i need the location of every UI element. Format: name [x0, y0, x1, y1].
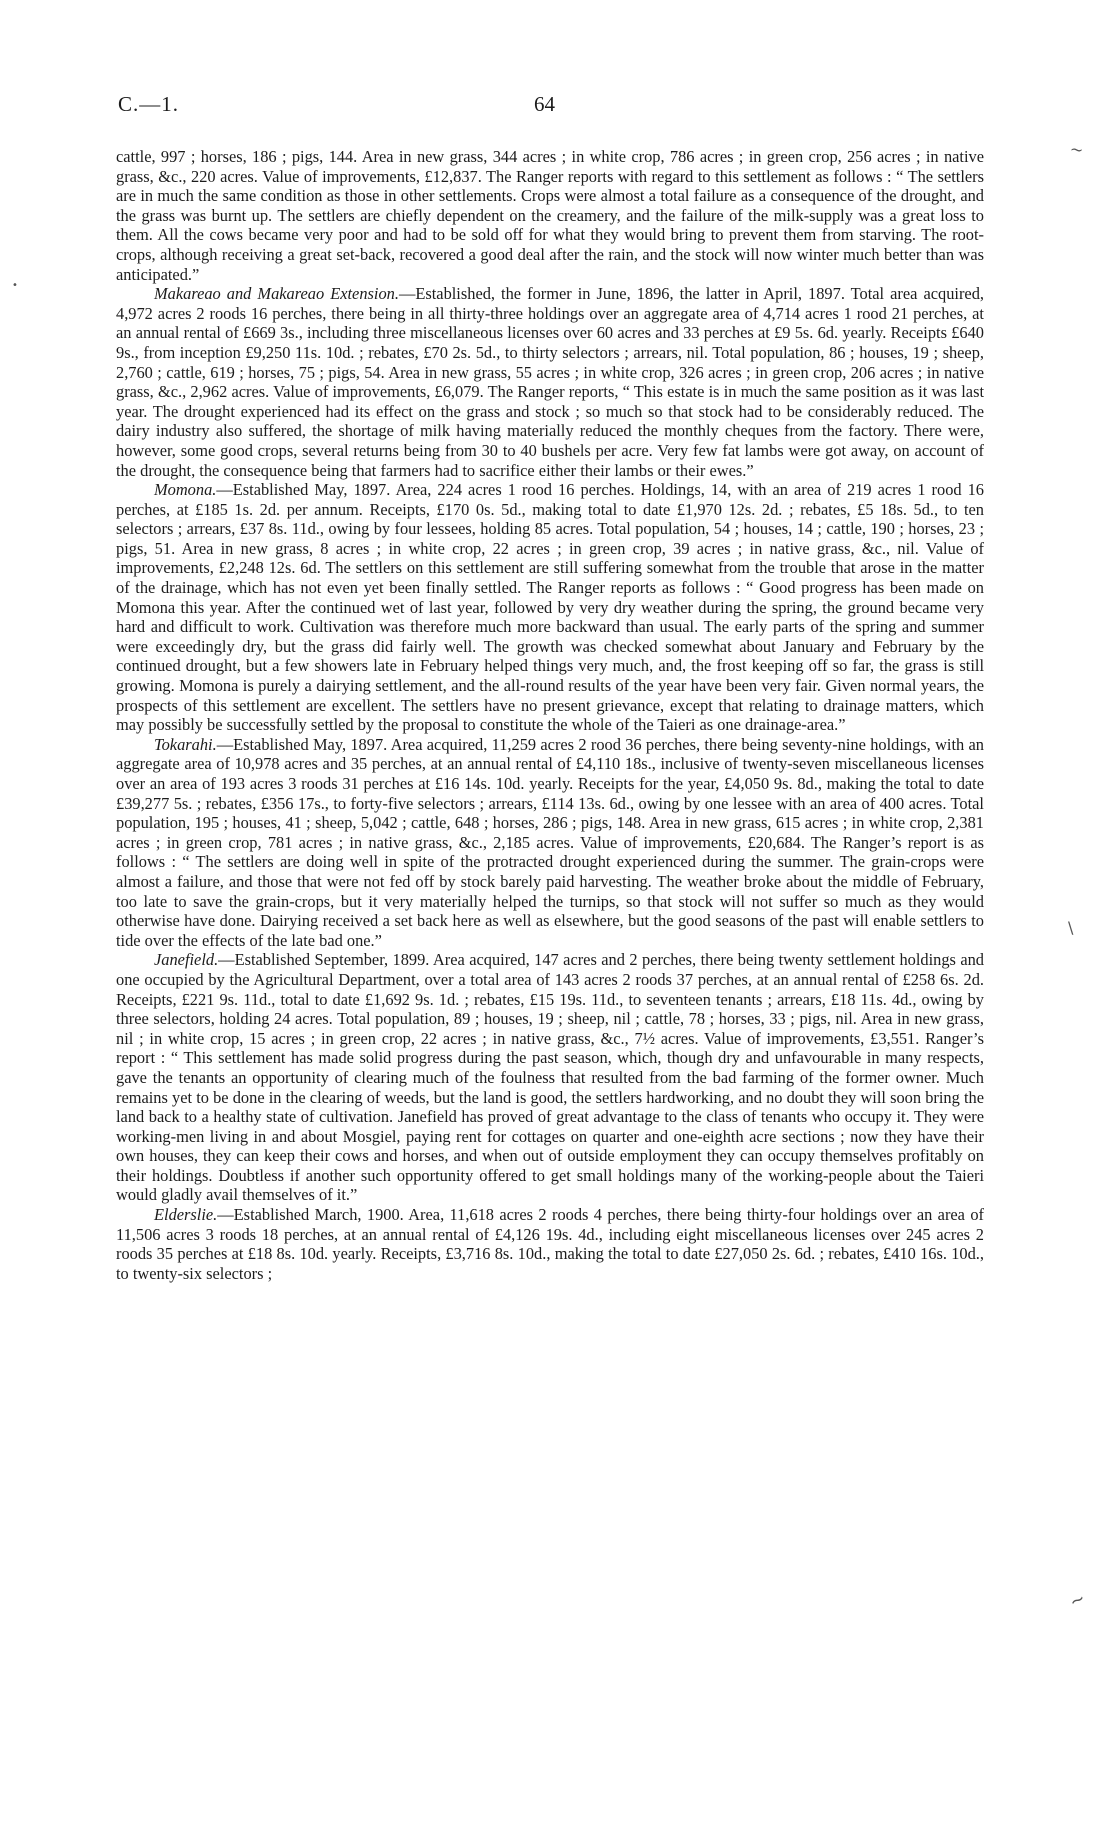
- paragraph-text-tokarahi: —Established May, 1897. Area acquired, 11,259 acres 2 rood 36 perches, there being seventy-nine holdings, with an aggregate area of 10,978 acres and 35 perches, at an annual rental of £4,110 18s., inclusive of twenty-seven miscellaneous licenses over an area of 193 acres 3 roods 31 perches at £16 14s. 10d. yearly. Receipts for the year, £4,050 9s. 8d., making the total to date £39,277 5s. ; rebates, £356 17s., to forty-five selectors ; arrears, £114 13s. 6d., owing by one lessee with an area of 400 acres. Total population, 195 ; houses, 41 ; sheep, 5,042 ; cattle, 648 ; horses, 286 ; pigs, 148. Area in new grass, 615 acres ; in white crop, 2,381 acres ; in green crop, 781 acres ; in native grass, &c., 2,185 acres. Value of improvements, £20,684. The Ranger’s report is as follows : “ The settlers are doing well in spite of the protracted drought experienced during the summer. The grain-crops were almost a failure, and those that were not fed off by stock barely paid harvesting. The weather broke about the middle of February, too late to save the grain-crops, but it very materially helped the turnips, so that stock will not suffer so much as they would otherwise have done. Dairying received a set back here as well as elsewhere, but the good seasons of the past will enable settlers to tide over the effects of the late bad one.”: [116, 734, 984, 950]
- margin-mark-lower-right: ~: [1066, 1587, 1089, 1614]
- settlement-name-momona: Momona.: [154, 480, 217, 500]
- paragraph-text-janefield: —Established September, 1899. Area acquired, 147 acres and 2 perches, there being twenty settlement holdings and one occupied by the Agricultural Department, over a total area of 143 acres 2 roods 37 perches, at an annual rental of £258 6s. 2d. Receipts, £221 9s. 11d., total to date £1,692 9s. 1d. ; rebates, £15 19s. 11d., to seventeen tenants ; arrears, £18 11s. 4d., owing by three selectors, holding 24 acres. Total population, 89 ; houses, 19 ; sheep, nil ; cattle, 78 ; horses, 33 ; pigs, nil. Area in new grass, nil ; in white crop, 15 acres ; in green crop, 22 acres ; in native grass, &c., 7½ acres. Value of improvements, £3,551. Ranger’s report : “ This settlement has made solid progress during the past season, which, though dry and unfavourable in many respects, gave the tenants an opportunity of clearing much of the foulness that resulted from the bad farming of the former owner. Much remains yet to be done in the clearing of weeds, but the land is good, the settlers hardworking, and no doubt they will soon bring the land back to a healthy state of cultivation. Janefield has proved of great advantage to the class of tenants who occupy it. They were working-men living in and about Mosgiel, paying rent for cottages on quarter and one-eighth acre sections ; now they have their own houses, they can keep their cows and horses, and when out of outside employment they can occupy themselves profitably on their holdings. Doubtless if another such opportunity offered to get small holdings many of the working-people about the Taieri would gladly avail themselves of it.”: [116, 950, 984, 1205]
- page-number: 64: [534, 92, 555, 116]
- settlement-name-makareao: Makareao and Makareao Extension.: [154, 284, 399, 304]
- document-body: [116, 147, 984, 1283]
- margin-mark-top-right: ~: [1068, 139, 1085, 160]
- settlement-name-tokarahi: Tokarahi.: [154, 734, 217, 754]
- settlement-name-elderslie: Elderslie.: [154, 1205, 218, 1225]
- paragraph-text-elderslie: —Established March, 1900. Area, 11,618 acres 2 roods 4 perches, there being thirty-four holdings over an area of 11,506 acres 3 roods 18 perches, at an annual rental of £4,126 19s. 4d., including eight miscellaneous licenses over 245 acres 2 roods 35 perches at £18 8s. 10d. yearly. Receipts, £3,716 8s. 10d., making the total to date £27,050 2s. 6d. ; rebates, £410 16s. 10d., to twenty-six selectors ;: [116, 1205, 984, 1283]
- paragraph-makareao: [116, 284, 984, 480]
- paragraph-janefield: [116, 950, 984, 1205]
- paragraph-momona: [116, 480, 984, 735]
- settlement-name-janefield: Janefield.: [154, 950, 219, 970]
- margin-mark-left: •: [12, 280, 18, 291]
- margin-mark-middle-right: \: [1068, 918, 1074, 937]
- paragraph-continued: cattle, 997 ; horses, 186 ; pigs, 144. Area in new grass, 344 acres ; in white crop, 786 acres ; in green crop, 256 acres ; in native grass, &c., 220 acres. Value of improvements, £12,837. The Ranger reports with regard to this settlement as follows : “ The settlers are in much the same condition as those in other settlements. Crops were almost a total failure as a consequence of the drought, and the grass was burnt up. The settlers are chiefly dependent on the creamery, and the failure of the milk-supply was a great loss to them. All the cows became very poor and had to be sold off for what they would bring to prevent them from starving. The root-crops, although receiving a great set-back, recovered a good deal after the rain, and the stock will now winter much better than was anticipated.”: [116, 147, 984, 284]
- document-reference: C.—1.: [118, 92, 180, 116]
- paragraph-text-momona: —Established May, 1897. Area, 224 acres 1 rood 16 perches. Holdings, 14, with an area of 219 acres 1 rood 16 perches, at £185 1s. 2d. per annum. Receipts, £170 0s. 5d., making total to date £1,970 12s. 2d. ; rebates, £5 18s. 5d., to ten selectors ; arrears, £37 8s. 11d., owing by four lessees, holding 85 acres. Total population, 54 ; houses, 14 ; cattle, 190 ; horses, 23 ; pigs, 51. Area in new grass, 8 acres ; in white crop, 22 acres ; in green crop, 39 acres ; in native grass, &c., nil. Value of improvements, £2,248 12s. 6d. The settlers on this settlement are still suffering somewhat from the trouble that arose in the matter of the drainage, which has not even yet been finally settled. The Ranger reports as follows : “ Good progress has been made on Momona this year. After the continued wet of last year, followed by very dry weather during the spring, the ground became very hard and difficult to work. Cultivation was therefore much more backward than usual. The early parts of the spring and summer were exceedingly dry, but the grass did fairly well. The growth was checked somewhat about January and February by the continued drought, but a few showers late in February helped things very much, and, the frost keeping off so far, the grass is still growing. Momona is purely a dairying settlement, and the all-round results of the year have been very fair. Given normal years, the prospects of this settlement are excellent. The settlers have no present grievance, except that relating to drainage matters, which may possibly be successfully settled by the proposal to constitute the whole of the Taieri as one drainage-area.”: [116, 480, 984, 735]
- paragraph-text-makareao: —Established, the former in June, 1896, the latter in April, 1897. Total area acquired, 4,972 acres 2 roods 16 perches, there being in all thirty-three holdings over an aggregate area of 4,714 acres 1 rood 21 perches, at an annual rental of £669 3s., including three miscellaneous licenses over 60 acres and 33 perches at £9 5s. 6d. yearly. Receipts £640 9s., from inception £9,250 11s. 10d. ; rebates, £70 2s. 5d., to thirty selectors ; arrears, nil. Total population, 86 ; houses, 19 ; sheep, 2,760 ; cattle, 619 ; horses, 75 ; pigs, 54. Area in new grass, 55 acres ; in white crop, 326 acres ; in green crop, 206 acres ; in native grass, &c., 2,962 acres. Value of improvements, £6,079. The Ranger reports, “ This estate is in much the same position as it was last year. The drought experienced had its effect on the grass and stock ; so much so that stock had to be considerably reduced. The dairy industry also suffered, the shortage of milk having materially reduced the monthly cheques from the factory. There were, however, some good crops, several returns being from 30 to 40 bushels per acre. Very few fat lambs were got away, on account of the drought, the consequence being that farmers had to sacrifice either their lambs or their ewes.”: [116, 284, 984, 480]
- paragraph-elderslie: [116, 1205, 984, 1283]
- paragraph-tokarahi: [116, 735, 984, 951]
- page-header: [118, 92, 588, 122]
